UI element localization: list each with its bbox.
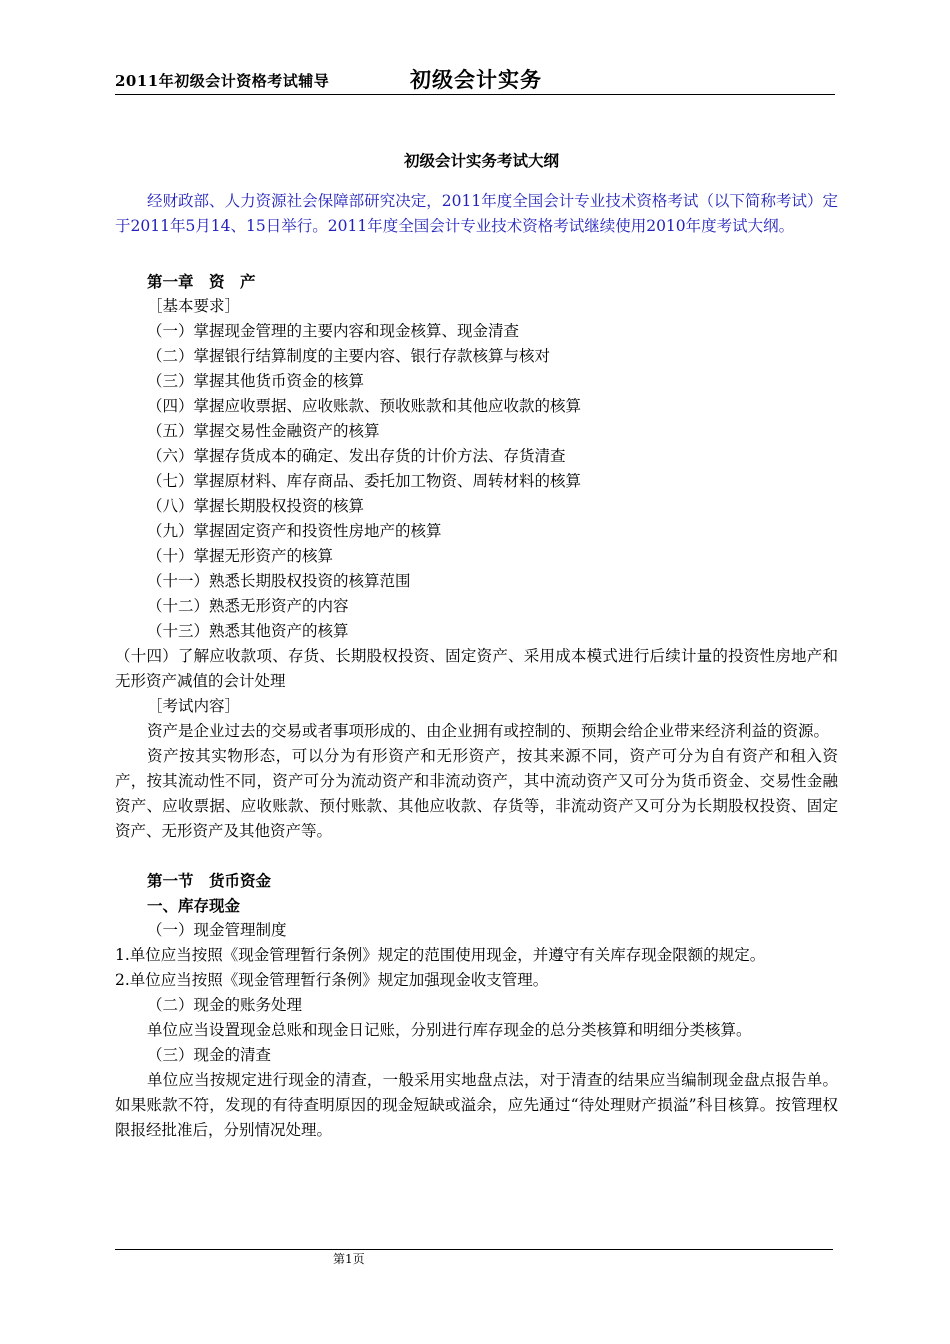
requirement-item: （十三）熟悉其他资产的核算 — [147, 622, 349, 640]
footer-rule — [115, 1249, 833, 1250]
asset-classification-paragraph: 资产按其实物形态，可以分为有形资产和无形资产，按其来源不同，资产可分为自有资产和租入资产，按其流动性不同，资产可分为流动资产和非流动资产，其中流动资产又可分为货币资金、交易性金融资产、应收票据、应收账款、预付账款、其他应收款、存货等，非流动资产又可分为长期股权投资、固定资产、无形资产及其他资产等。 — [115, 747, 838, 840]
requirements-list — [115, 319, 838, 644]
requirement-item: （七）掌握原材料、库存商品、委托加工物资、周转材料的核算 — [147, 472, 582, 490]
requirement-item: （十二）熟悉无形资产的内容 — [147, 597, 349, 615]
section-title: 第一节 货币资金 — [147, 871, 272, 890]
cash-rule-item: 1.单位应当按照《现金管理暂行条例》规定的范围使用现金，并遵守有关库存现金限额的规定。 — [115, 946, 766, 964]
requirement-item-14: （十四）了解应收款项、存货、长期股权投资、固定资产、采用成本模式进行后续计量的投资性房地产和无形资产减值的会计处理 — [115, 647, 838, 690]
section-items — [115, 918, 838, 1143]
cash-heading: （一）现金管理制度 — [147, 921, 287, 939]
requirement-item: （三）掌握其他货币资金的核算 — [147, 372, 365, 390]
cash-heading: （三）现金的清查 — [147, 1046, 272, 1064]
requirement-item: （一）掌握现金管理的主要内容和现金核算、现金清查 — [147, 322, 520, 340]
cash-rule-item: 2.单位应当按照《现金管理暂行条例》规定加强现金收支管理。 — [115, 971, 549, 989]
cash-heading: （二）现金的账务处理 — [147, 996, 303, 1014]
page-header — [115, 66, 835, 95]
cash-accounting-text: 单位应当设置现金总账和现金日记账，分别进行库存现金的总分类核算和明细分类核算。 — [147, 1021, 752, 1039]
content-label: ［考试内容］ — [147, 697, 241, 715]
requirement-item: （九）掌握固定资产和投资性房地产的核算 — [147, 522, 442, 540]
document-body — [115, 148, 838, 1143]
requirement-item: （十一）熟悉长期股权投资的核算范围 — [147, 572, 411, 590]
requirements-label: ［基本要求］ — [147, 297, 241, 315]
header-course-label: 2011年初级会计资格考试辅导 — [115, 72, 330, 90]
cash-inventory-text: 单位应当按规定进行现金的清查，一般采用实地盘点法，对于清查的结果应当编制现金盘点报告单。如果账款不符，发现的有待查明原因的现金短缺或溢余，应先通过“待处理财产损溢”科目核算。按管理权限报经批准后，分别情况处理。 — [115, 1071, 838, 1139]
requirement-item: （五）掌握交易性金融资产的核算 — [147, 422, 380, 440]
requirement-item: （八）掌握长期股权投资的核算 — [147, 497, 365, 515]
page-number: 第1页 — [333, 1252, 365, 1266]
intro-paragraph: 经财政部、人力资源社会保障部研究决定，2011年度全国会计专业技术资格考试（以下简称考试）定于2011年5月14、15日举行。2011年度全国会计专业技术资格考试继续使用2010年度考试大纲。 — [115, 192, 838, 235]
requirement-item: （六）掌握存货成本的确定、发出存货的计价方法、存货清查 — [147, 447, 566, 465]
document-title: 初级会计实务考试大纲 — [403, 151, 559, 170]
requirement-item: （十）掌握无形资产的核算 — [147, 547, 334, 565]
asset-definition-paragraph: 资产是企业过去的交易或者事项形成的、由企业拥有或控制的、预期会给企业带来经济利益的资源。 — [147, 722, 830, 740]
chapter-title: 第一章 资 产 — [147, 272, 256, 291]
requirement-item: （二）掌握银行结算制度的主要内容、银行存款核算与核对 — [147, 347, 551, 365]
requirement-item: （四）掌握应收票据、应收账款、预收账款和其他应收款的核算 — [147, 397, 582, 415]
header-subject-title: 初级会计实务 — [410, 67, 542, 92]
subsection-title: 一、库存现金 — [147, 896, 241, 915]
